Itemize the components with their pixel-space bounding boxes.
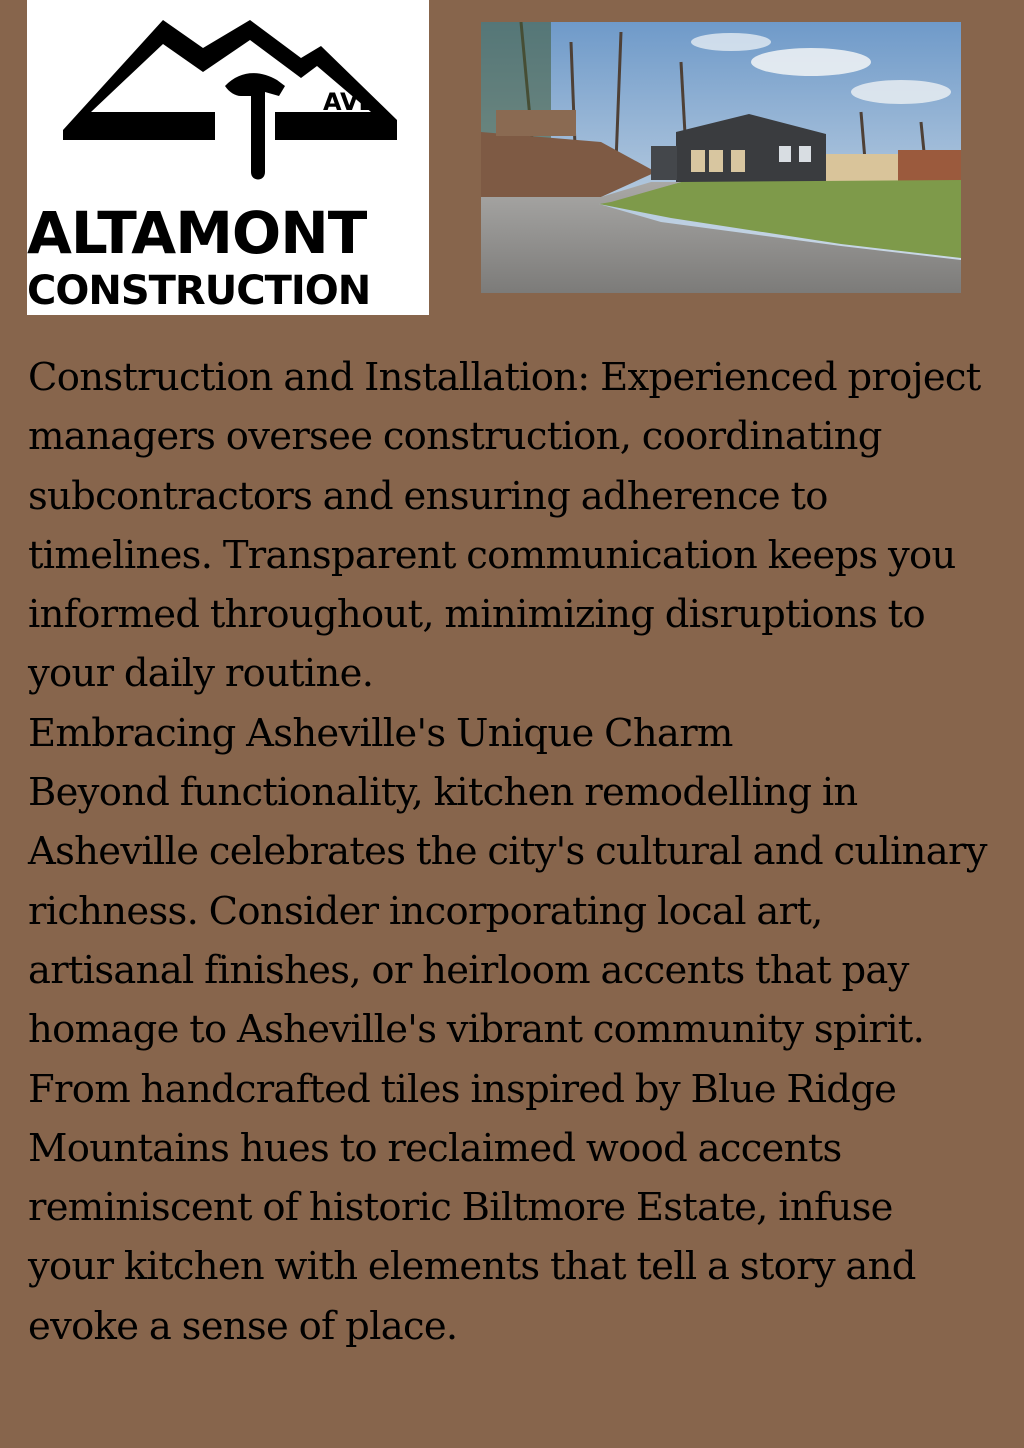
paragraph-construction-installation: Construction and Installation: Experienced project managers oversee construction, coordinating subcontractors and ensuring adherence to timelines. Transparent communication keeps you informed throughout, minimizing disruptions to your daily routine. [28, 355, 981, 697]
brand-name-line1: ALTAMONT [27, 199, 367, 267]
brand-name-line2: CONSTRUCTION [27, 268, 371, 314]
article-body [28, 348, 988, 1356]
section-heading-ashevilles-charm: Embracing Asheville's Unique Charm [28, 710, 733, 756]
logo-badge-text: AVL [323, 88, 374, 116]
mountain-hammer-logo-icon [55, 0, 405, 192]
company-logo [27, 0, 429, 315]
house-photo [481, 22, 961, 293]
paragraph-beyond-functionality: Beyond functionality, kitchen remodelling in Asheville celebrates the city's cultural and culinary richness. Consider incorporating local art, artisanal finishes, or heirloom accents that pay homage to Asheville's vibrant community spirit. From handcrafted tiles inspired by Blue Ridge Mountains hues to reclaimed wood accents reminiscent of historic Biltmore Estate, infuse your kitchen with elements that tell a story and evoke a sense of place. [28, 770, 987, 1349]
house-photo-illustration [481, 22, 961, 293]
